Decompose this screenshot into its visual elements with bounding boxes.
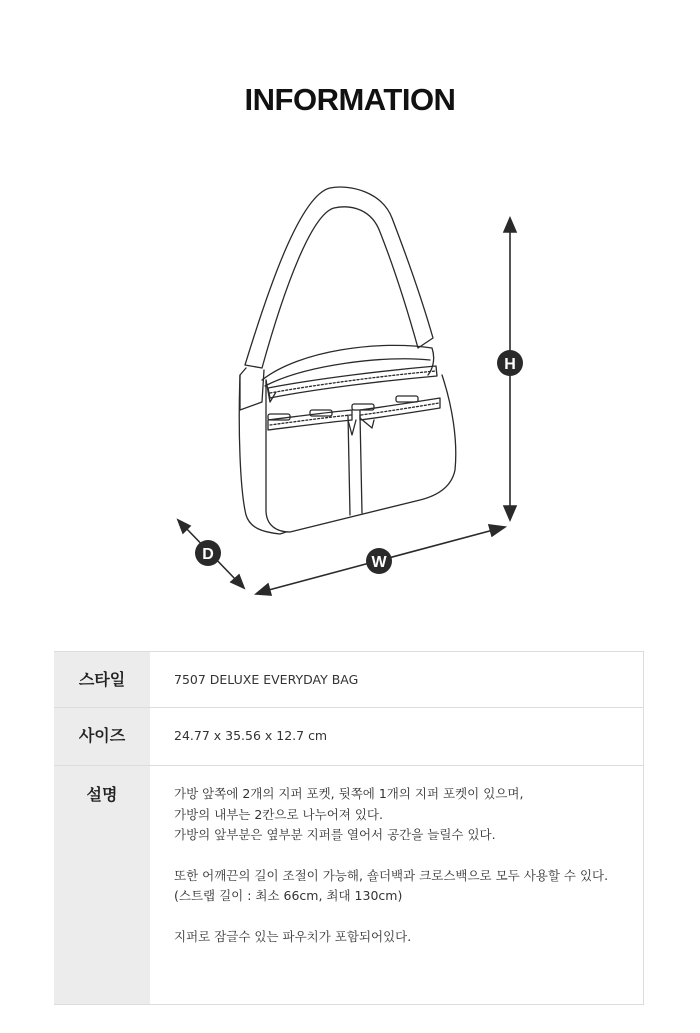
description-line: 지퍼로 잠글수 있는 파우치가 포함되어있다. — [174, 928, 412, 944]
description-value — [150, 766, 644, 1005]
svg-text:W: W — [371, 554, 387, 571]
table-row-style — [54, 652, 644, 708]
page-title: INFORMATION — [244, 82, 456, 117]
style-label: 스타일 — [54, 652, 150, 708]
size-label: 사이즈 — [54, 708, 150, 766]
description-line: 또한 어깨끈의 길이 조절이 가능해, 숄더백과 크로스백으로 모두 사용할 수 있다. — [174, 867, 609, 883]
width-label — [366, 548, 392, 574]
bag-illustration — [0, 170, 700, 610]
table-row-size — [54, 708, 644, 766]
table-row-description — [54, 766, 644, 1005]
svg-text:D: D — [202, 546, 214, 563]
upper-zip — [268, 366, 437, 398]
description-line: 가방의 내부는 2칸으로 나누어져 있다. — [174, 806, 383, 822]
description-label: 설명 — [54, 766, 150, 1005]
svg-text:H: H — [504, 356, 516, 373]
depth-label — [195, 540, 221, 566]
size-value: 24.77 x 35.56 x 12.7 cm — [150, 708, 644, 766]
description-line: 가방 앞쪽에 2개의 지퍼 포켓, 뒷쪽에 1개의 지퍼 포켓이 있으며, — [174, 786, 524, 801]
style-value: 7507 DELUXE EVERYDAY BAG — [150, 652, 644, 708]
product-info-table — [54, 651, 644, 1005]
height-label — [497, 350, 523, 376]
description-line: (스트랩 길이 : 최소 66cm, 최대 130cm) — [174, 888, 403, 903]
strap-outline — [245, 187, 433, 368]
description-line: 가방의 앞부분은 옆부분 지퍼를 열어서 공간을 늘릴수 있다. — [174, 827, 496, 842]
